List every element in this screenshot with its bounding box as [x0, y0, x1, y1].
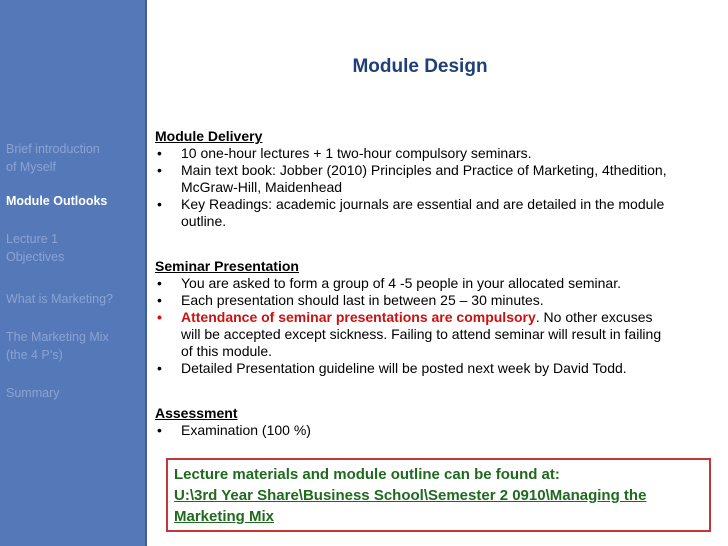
sidebar-item-lecture-objectives[interactable]: [6, 230, 144, 266]
bullet-icon: •: [157, 309, 162, 325]
sidebar-item-label: Objectives: [6, 250, 65, 264]
sidebar-item-introduction[interactable]: [6, 140, 144, 176]
sidebar-item-label: The Marketing Mix: [6, 330, 109, 344]
seminar-section: [155, 258, 675, 377]
bullet-icon: •: [157, 145, 162, 161]
list-item: • You are asked to form a group of 4 -5 people in your allocated seminar.: [157, 275, 621, 291]
share-path-link[interactable]: U:\3rd Year Share\Business School\Semester 2 0910\Managing the: [174, 487, 647, 504]
sidebar-item-what-is-marketing[interactable]: [6, 290, 144, 308]
sidebar-item-label: What is Marketing?: [6, 292, 113, 306]
sidebar-item-module-outlooks[interactable]: [6, 192, 144, 210]
bullet-icon: •: [157, 196, 162, 212]
delivery-section: [155, 128, 675, 230]
sidebar-item-label: Summary: [6, 386, 60, 400]
bullet-icon: •: [157, 292, 162, 308]
page-title: Module Design: [352, 56, 488, 77]
sidebar-item-marketing-mix[interactable]: [6, 328, 144, 364]
assessment-heading: Assessment: [155, 405, 238, 421]
list-item: • Attendance of seminar presentations are compulsory. No other excuses will be accepted except sickness. Failing to attend seminar will result in failing of this module.: [157, 309, 662, 359]
assessment-section: [155, 405, 675, 439]
share-path-link[interactable]: Marketing Mix: [174, 508, 275, 525]
materials-notice: [166, 458, 711, 532]
list-item: • Examination (100 %): [157, 422, 311, 438]
sidebar-item-label: of Myself: [6, 160, 57, 174]
sidebar-item-label: Lecture 1: [6, 232, 59, 246]
bullet-icon: •: [157, 275, 162, 291]
list-item: • Main text book: Jobber (2010) Principles and Practice of Marketing, 4thedition, McGraw-Hill, Maidenhead: [157, 162, 667, 195]
bullet-icon: •: [157, 422, 162, 438]
sidebar-item-label: Brief introduction: [6, 142, 100, 156]
sidebar: [0, 0, 147, 546]
delivery-heading: Module Delivery: [155, 128, 263, 144]
notice-text: Lecture materials and module outline can be found at:: [174, 466, 560, 483]
list-item: • Key Readings: academic journals are essential and are detailed in the module outline.: [157, 196, 665, 229]
bullet-icon: •: [157, 162, 162, 178]
bullet-icon: •: [157, 360, 162, 376]
seminar-heading: Seminar Presentation: [155, 258, 299, 274]
sidebar-item-label: (the 4 P’s): [6, 348, 63, 362]
list-item: • 10 one-hour lectures + 1 two-hour compulsory seminars.: [157, 145, 532, 161]
attendance-warning: Attendance of seminar presentations are compulsory: [181, 309, 536, 325]
sidebar-item-summary[interactable]: [6, 384, 144, 402]
sidebar-item-label: Module Outlooks: [6, 194, 108, 208]
list-item: • Each presentation should last in between 25 – 30 minutes.: [157, 292, 544, 308]
list-item: • Detailed Presentation guideline will be posted next week by David Todd.: [157, 360, 627, 376]
